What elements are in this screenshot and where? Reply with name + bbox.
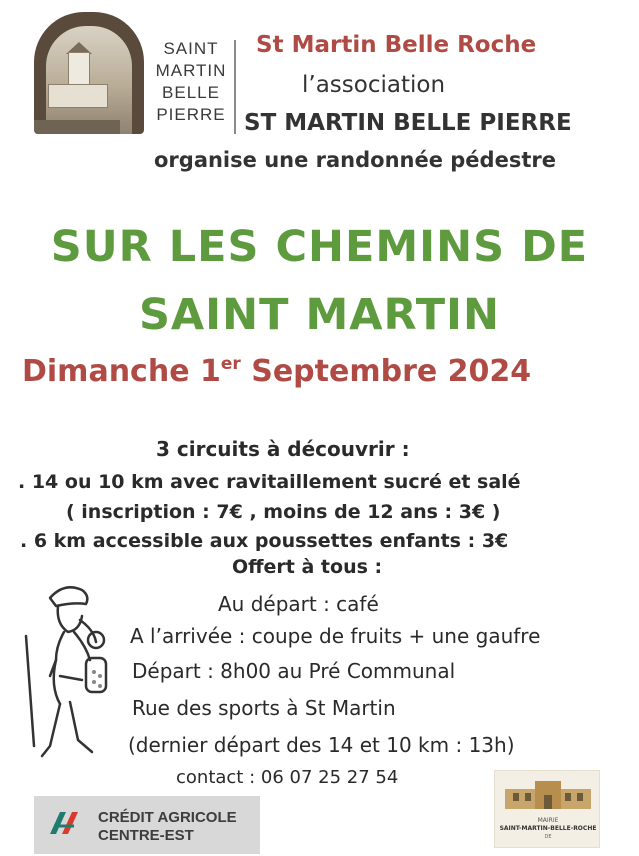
arrivee: A l’arrivée : coupe de fruits + une gaufre xyxy=(130,624,541,648)
mairie-de: DE xyxy=(544,834,552,840)
mairie-label: MAIRIE xyxy=(537,817,559,824)
town-hall-icon xyxy=(505,779,591,809)
logo-text xyxy=(150,38,232,126)
organise-text: organise une randonnée pédestre xyxy=(154,148,556,172)
hiker-icon xyxy=(20,576,120,776)
circuits-heading: 3 circuits à découvrir : xyxy=(156,437,410,461)
rue: Rue des sports à St Martin xyxy=(132,696,396,720)
logo-line-1: SAINT xyxy=(163,39,219,58)
logo-line-3: BELLE xyxy=(162,83,220,102)
circuit-line-3: . 6 km accessible aux poussettes enfants : 3€ xyxy=(20,530,509,552)
credit-agricole-logo-icon xyxy=(46,808,82,838)
depart-cafe: Au départ : café xyxy=(218,592,379,616)
sponsor-line-1: CRÉDIT AGRICOLE xyxy=(98,809,237,826)
event-title-line-2: SAINT MARTIN xyxy=(138,290,501,340)
commune-title: St Martin Belle Roche xyxy=(256,32,537,58)
logo-divider xyxy=(234,40,236,134)
contact-phone: contact : 06 07 25 27 54 xyxy=(176,767,399,788)
logo-line-4: PIERRE xyxy=(156,105,226,124)
logo-line-2: MARTIN xyxy=(155,61,227,80)
date-superscript: er xyxy=(220,354,241,374)
mairie-name: SAINT-MARTIN-BELLE-ROCHE xyxy=(499,825,597,832)
date-suffix: Septembre 2024 xyxy=(240,354,532,389)
circuit-line-2: ( inscription : 7€ , moins de 12 ans : 3€ ) xyxy=(66,501,501,523)
mairie-logo xyxy=(494,770,600,848)
credit-agricole-banner xyxy=(34,796,260,854)
event-title-line-1: SUR LES CHEMINS DE xyxy=(50,222,589,272)
offert-heading: Offert à tous : xyxy=(232,556,383,578)
dernier-depart: (dernier départ des 14 et 10 km : 13h) xyxy=(128,733,515,757)
event-date xyxy=(22,354,531,389)
sponsor-line-2: CENTRE-EST xyxy=(98,827,194,844)
church-arch-icon xyxy=(34,12,144,134)
association-name: ST MARTIN BELLE PIERRE xyxy=(244,110,572,136)
association-prefix: l’association xyxy=(302,72,446,98)
depart-heure: Départ : 8h00 au Pré Communal xyxy=(132,659,456,683)
date-prefix: Dimanche 1 xyxy=(22,354,221,389)
circuit-line-1: . 14 ou 10 km avec ravitaillement sucré et salé xyxy=(18,471,521,493)
